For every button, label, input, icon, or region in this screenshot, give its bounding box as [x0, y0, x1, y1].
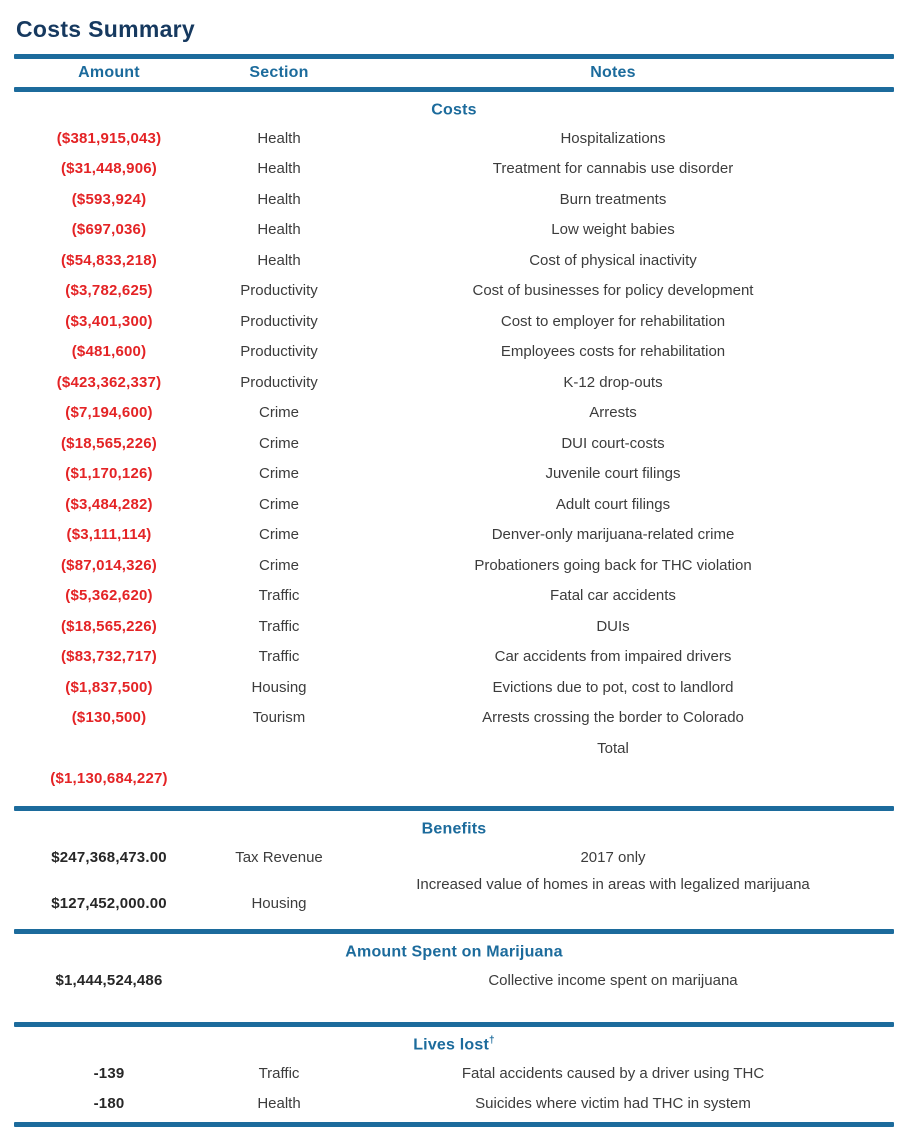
note-cell: Treatment for cannabis use disorder	[492, 160, 734, 178]
section-cell: Health	[257, 190, 301, 208]
section-cell: Health	[257, 221, 301, 239]
section-cell: Crime	[259, 556, 299, 574]
table-row	[14, 703, 894, 734]
amount-cell: ($5,362,620)	[65, 587, 153, 605]
table-row	[14, 843, 894, 874]
note-cell: K-12 drop-outs	[563, 373, 663, 391]
section-cell: Health	[257, 251, 301, 269]
total-note-cell: Total	[597, 739, 629, 757]
note-cell: Employees costs for rehabilitation	[500, 343, 726, 361]
table-row	[14, 428, 894, 459]
table-row	[14, 550, 894, 581]
table-header-row	[14, 59, 894, 87]
section-spent	[14, 934, 894, 1027]
section-benefits	[14, 811, 894, 934]
amount-cell: ($593,924)	[71, 190, 147, 208]
table-row	[14, 581, 894, 612]
section-rows	[14, 1058, 894, 1122]
section-header	[14, 811, 894, 842]
note-cell: Cost of physical inactivity	[529, 251, 697, 269]
amount-cell: $127,452,000.00	[51, 894, 167, 912]
section-cell: Productivity	[240, 312, 318, 330]
amount-cell: ($697,036)	[71, 221, 147, 239]
section-cell: Crime	[259, 404, 299, 422]
note-cell: Collective income spent on marijuana	[488, 972, 738, 990]
amount-cell: ($18,565,226)	[60, 617, 157, 635]
section-cell: Tax Revenue	[235, 849, 323, 867]
table-row	[14, 1058, 894, 1089]
note-cell: Arrests	[589, 404, 637, 422]
section-cell: Crime	[259, 526, 299, 544]
amount-cell: ($83,732,717)	[60, 648, 157, 666]
section-cell: Traffic	[258, 587, 300, 605]
note-cell: Car accidents from impaired drivers	[494, 648, 732, 666]
table-row	[14, 367, 894, 398]
section-header	[14, 934, 894, 965]
section-cell: Housing	[251, 894, 307, 912]
table-row	[14, 520, 894, 551]
amount-cell: ($3,484,282)	[65, 495, 153, 513]
amount-cell: ($3,401,300)	[65, 312, 153, 330]
table-body	[14, 92, 894, 1127]
table-row	[14, 337, 894, 368]
amount-cell: ($87,014,326)	[60, 556, 157, 574]
note-cell: Hospitalizations	[560, 129, 666, 147]
section-lives	[14, 1027, 894, 1127]
section-cell: Health	[257, 129, 301, 147]
section-cell: Productivity	[240, 343, 318, 361]
amount-cell: ($1,170,126)	[65, 465, 153, 483]
table-row	[14, 642, 894, 673]
note-cell: Increased value of homes in areas with legalized marijuana	[416, 876, 810, 894]
column-header-notes: Notes	[590, 64, 636, 81]
note-cell: Low weight babies	[551, 221, 675, 239]
table-row	[14, 1089, 894, 1120]
section-cell: Traffic	[258, 1064, 300, 1082]
amount-cell: $247,368,473.00	[51, 849, 167, 867]
section-cell: Crime	[259, 495, 299, 513]
amount-cell: ($381,915,043)	[56, 129, 162, 147]
amount-cell: -139	[93, 1064, 125, 1082]
amount-cell: $1,444,524,486	[55, 972, 163, 990]
note-cell: DUIs	[596, 617, 630, 635]
amount-cell: ($1,837,500)	[65, 678, 153, 696]
section-header	[14, 1027, 894, 1058]
section-cell: Traffic	[258, 617, 300, 635]
section-header-label: Amount Spent on Marijuana	[345, 943, 563, 961]
note-cell: Suicides where victim had THC in system	[475, 1095, 751, 1113]
amount-cell: ($130,500)	[71, 709, 147, 727]
amount-cell: ($7,194,600)	[65, 404, 153, 422]
table-row	[14, 965, 894, 996]
amount-cell: ($18,565,226)	[60, 434, 157, 452]
amount-cell: ($31,448,906)	[60, 160, 157, 178]
note-cell: Burn treatments	[559, 190, 667, 208]
total-amount-cell: ($1,130,684,227)	[50, 770, 168, 788]
amount-cell: ($423,362,337)	[56, 373, 162, 391]
table-row	[14, 611, 894, 642]
section-rows	[14, 965, 894, 1022]
total-amount-row	[14, 764, 894, 795]
section-cell: Traffic	[258, 648, 300, 666]
table-row	[14, 276, 894, 307]
section-cell: Productivity	[240, 373, 318, 391]
table-row	[14, 489, 894, 520]
note-cell: Cost of businesses for policy development	[472, 282, 754, 300]
table-row	[14, 459, 894, 490]
section-cell: Crime	[259, 434, 299, 452]
section-header-label: Lives lost	[413, 1036, 490, 1054]
section-header-label: Costs	[431, 101, 477, 119]
note-cell: DUI court-costs	[561, 434, 665, 452]
table-row	[14, 245, 894, 276]
column-header-amount: Amount	[78, 64, 140, 81]
column-header-section: Section	[249, 64, 309, 81]
page-title: Costs Summary	[16, 16, 196, 42]
note-cell: Fatal car accidents	[550, 587, 676, 605]
amount-cell: ($481,600)	[71, 343, 147, 361]
section-costs	[14, 92, 894, 811]
note-cell: Juvenile court filings	[545, 465, 681, 483]
note-cell: Cost to employer for rehabilitation	[500, 312, 726, 330]
section-cell: Housing	[251, 678, 307, 696]
note-cell: Fatal accidents caused by a driver using THC	[461, 1064, 765, 1082]
table-row	[14, 398, 894, 429]
amount-cell: ($54,833,218)	[60, 251, 157, 269]
table-row	[14, 215, 894, 246]
section-cell: Crime	[259, 465, 299, 483]
table-row	[14, 873, 894, 919]
note-cell: 2017 only	[580, 849, 646, 867]
amount-cell: -180	[93, 1095, 125, 1113]
note-cell: Arrests crossing the border to Colorado	[482, 709, 744, 727]
note-cell: Adult court filings	[555, 495, 671, 513]
total-note-row	[14, 733, 894, 764]
section-header	[14, 92, 894, 123]
table-row	[14, 154, 894, 185]
section-cell: Health	[257, 160, 301, 178]
note-cell: Denver-only marijuana-related crime	[491, 526, 735, 544]
section-rows	[14, 843, 894, 930]
amount-cell: ($3,111,114)	[66, 526, 152, 544]
table-row	[14, 672, 894, 703]
note-cell: Evictions due to pot, cost to landlord	[492, 678, 734, 696]
dagger-footnote-mark: †	[489, 1034, 495, 1046]
table-row	[14, 306, 894, 337]
table-row	[14, 184, 894, 215]
section-header-label: Benefits	[421, 820, 487, 838]
amount-cell: ($3,782,625)	[65, 282, 153, 300]
section-cell: Tourism	[252, 709, 306, 727]
section-cell: Health	[257, 1095, 301, 1113]
section-rows	[14, 123, 894, 806]
table-row	[14, 123, 894, 154]
section-cell: Productivity	[240, 282, 318, 300]
note-cell: Probationers going back for THC violation	[474, 556, 752, 574]
